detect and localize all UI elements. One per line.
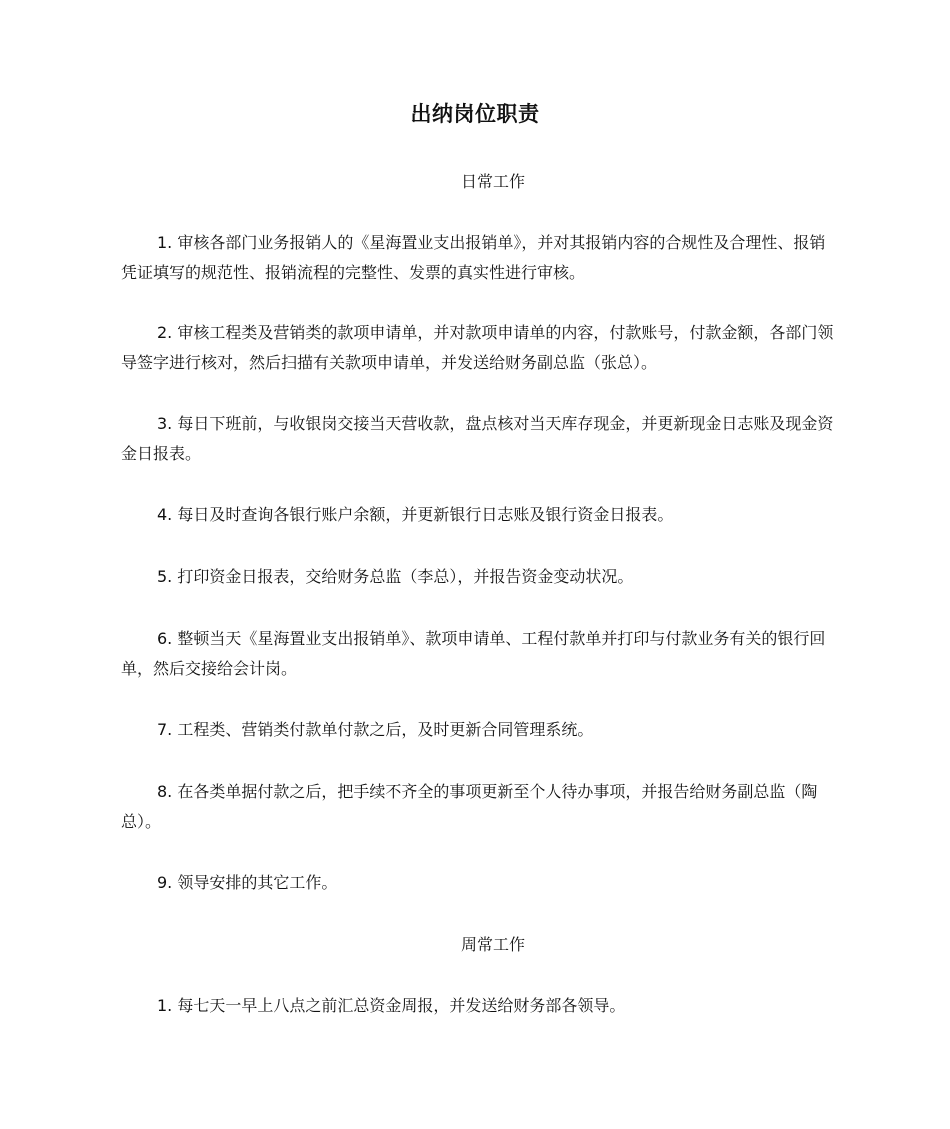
list-item: 5. 打印资金日报表，交给财务总监（李总），并报告资金变动状况。 [157, 567, 634, 586]
document-title: 出纳岗位职责 [410, 102, 540, 126]
list-item: 7. 工程类、营销类付款单付款之后，及时更新合同管理系统。 [157, 720, 594, 739]
section-heading-daily: 日常工作 [460, 172, 525, 191]
list-item: 1. 每七天一早上八点之前汇总资金周报，并发送给财务部各领导。 [157, 996, 626, 1015]
list-item: 1. 审核各部门业务报销人的《星海置业支出报销单》，并对其报销内容的合规性及合理性、报销凭证填写的规范性、报销流程的完整性、发票的真实性进行审核。 [121, 233, 826, 282]
list-item: 6. 整顿当天《星海置业支出报销单》、款项申请单、工程付款单并打印与付款业务有关的银行回单，然后交接给会计岗。 [121, 629, 826, 678]
list-item: 2. 审核工程类及营销类的款项申请单，并对款项申请单的内容，付款账号，付款金额，各部门领导签字进行核对，然后扫描有关款项申请单，并发送给财务副总监（张总）。 [121, 323, 834, 372]
section-heading-weekly: 周常工作 [460, 935, 525, 954]
list-item: 8. 在各类单据付款之后，把手续不齐全的事项更新至个人待办事项，并报告给财务副总监（陶总）。 [121, 782, 818, 831]
list-item: 4. 每日及时查询各银行账户余额，并更新银行日志账及银行资金日报表。 [157, 505, 674, 524]
list-item: 9. 领导安排的其它工作。 [157, 873, 338, 892]
list-item: 3. 每日下班前，与收银岗交接当天营收款，盘点核对当天库存现金，并更新现金日志账及现金资金日报表。 [121, 414, 834, 463]
